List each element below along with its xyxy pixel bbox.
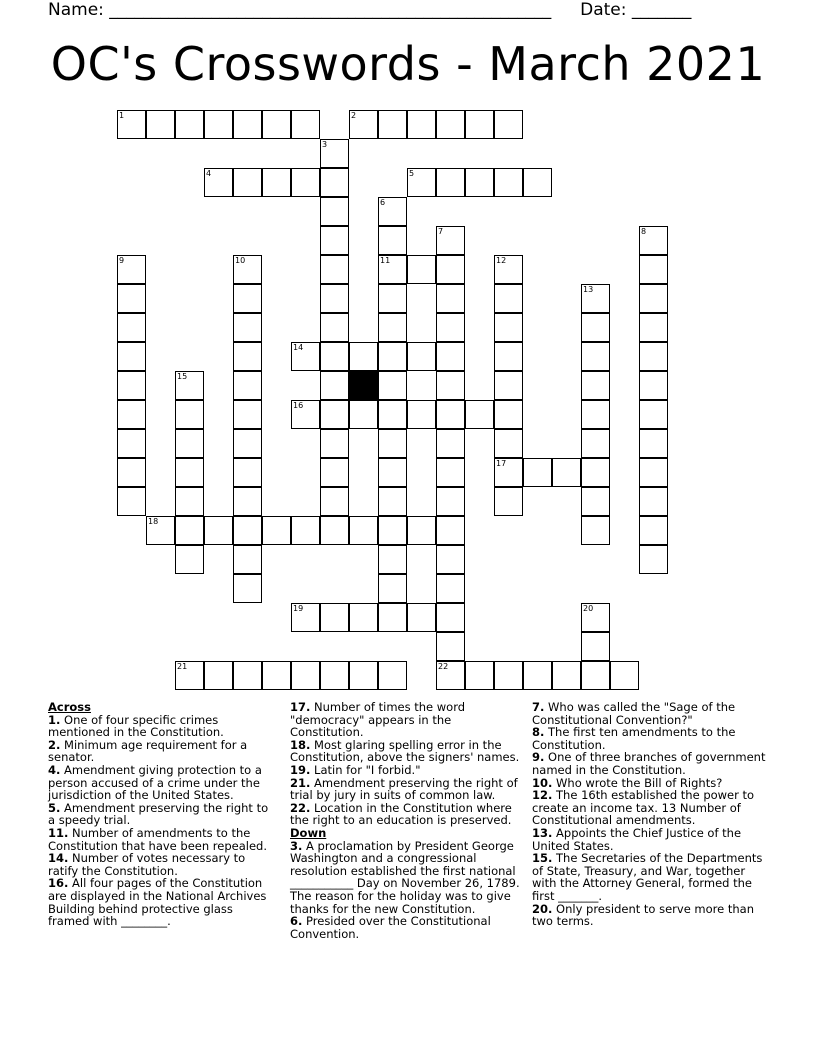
clue-item bbox=[290, 802, 526, 827]
grid-cell[interactable] bbox=[320, 197, 349, 226]
grid-cell[interactable] bbox=[117, 342, 146, 371]
clue-number: 7. bbox=[532, 700, 545, 714]
clue-number-label: 16 bbox=[293, 401, 304, 410]
grid-cell[interactable] bbox=[320, 400, 349, 429]
grid-cell[interactable] bbox=[320, 168, 349, 197]
grid-cell[interactable] bbox=[320, 603, 349, 632]
clue-text: The Secretaries of the Departments of State, Treasury, and War, together with the Attorney General, formed the first _______. bbox=[532, 851, 763, 903]
clue-text: The 16th established the power to create an income tax. 13 Number of Constitutional amendments. bbox=[532, 788, 755, 828]
grid-cell[interactable] bbox=[581, 458, 610, 487]
grid-cell[interactable] bbox=[204, 516, 233, 545]
grid-cell[interactable] bbox=[262, 168, 291, 197]
clue-item bbox=[532, 726, 766, 751]
clue-text: Number of times the word "democracy" appears in the Constitution. bbox=[290, 700, 466, 740]
grid-cell[interactable] bbox=[378, 429, 407, 458]
clue-text: Only president to serve more than two terms. bbox=[532, 901, 755, 929]
clue-number-label: 2 bbox=[351, 111, 357, 120]
name-label[interactable]: Name: ____________________________________________________ bbox=[48, 0, 552, 20]
grid-cell[interactable] bbox=[117, 458, 146, 487]
grid-cell[interactable] bbox=[639, 400, 668, 429]
clue-text: All four pages of the Constitution are displayed in the National Archives Building behind protective glass framed with ________. bbox=[48, 876, 267, 929]
grid-cell[interactable] bbox=[494, 342, 523, 371]
clue-number: 19. bbox=[290, 762, 311, 777]
grid-cell[interactable] bbox=[378, 110, 407, 139]
grid-cell[interactable] bbox=[552, 661, 581, 690]
grid-cell[interactable] bbox=[320, 516, 349, 545]
grid-cell[interactable] bbox=[117, 313, 146, 342]
grid-cell[interactable] bbox=[378, 313, 407, 342]
grid-cell[interactable] bbox=[581, 400, 610, 429]
grid-cell[interactable] bbox=[436, 603, 465, 632]
clue-number: 21. bbox=[290, 775, 311, 790]
clue-text: Minimum age requirement for a senator. bbox=[48, 737, 248, 765]
grid-cell[interactable] bbox=[117, 371, 146, 400]
grid-cell[interactable] bbox=[349, 516, 378, 545]
grid-cell[interactable] bbox=[175, 487, 204, 516]
grid-cell[interactable] bbox=[436, 632, 465, 661]
clue-item bbox=[48, 739, 270, 764]
clue-column-1 bbox=[48, 701, 270, 928]
grid-cell[interactable] bbox=[233, 313, 262, 342]
grid-cell[interactable] bbox=[581, 313, 610, 342]
clue-column-2 bbox=[290, 701, 526, 940]
grid-cell[interactable] bbox=[320, 284, 349, 313]
grid-cell[interactable] bbox=[378, 661, 407, 690]
grid-cell[interactable] bbox=[320, 429, 349, 458]
grid-cell[interactable] bbox=[204, 661, 233, 690]
clue-number-label: 11 bbox=[380, 256, 391, 265]
grid-cell[interactable] bbox=[378, 487, 407, 516]
clue-number-label: 19 bbox=[293, 604, 304, 613]
grid-cell[interactable] bbox=[436, 371, 465, 400]
grid-cell[interactable] bbox=[233, 371, 262, 400]
grid-cell[interactable] bbox=[233, 661, 262, 690]
grid-cell[interactable] bbox=[581, 487, 610, 516]
clue-number-label: 8 bbox=[641, 227, 647, 236]
grid-cell[interactable] bbox=[146, 110, 175, 139]
grid-cell[interactable] bbox=[436, 516, 465, 545]
grid-cell[interactable] bbox=[291, 110, 320, 139]
date-label[interactable]: Date: _______ bbox=[580, 0, 692, 20]
grid-cell[interactable] bbox=[639, 284, 668, 313]
grid-cell[interactable] bbox=[378, 371, 407, 400]
clue-text: One of three branches of government named in the Constitution. bbox=[532, 750, 766, 777]
grid-cell[interactable] bbox=[581, 661, 610, 690]
grid-cell[interactable] bbox=[494, 487, 523, 516]
grid-cell[interactable] bbox=[233, 458, 262, 487]
grid-cell[interactable] bbox=[349, 342, 378, 371]
clue-number-label: 1 bbox=[119, 111, 125, 120]
clue-number: 15. bbox=[532, 851, 553, 866]
clue-number-label: 17 bbox=[496, 459, 507, 468]
grid-cell[interactable] bbox=[117, 284, 146, 313]
grid-cell[interactable] bbox=[320, 342, 349, 371]
clue-item bbox=[290, 739, 526, 764]
clue-number-label: 10 bbox=[235, 256, 246, 265]
grid-cell[interactable] bbox=[320, 226, 349, 255]
grid-cell[interactable] bbox=[320, 255, 349, 284]
grid-cell[interactable] bbox=[175, 458, 204, 487]
grid-cell[interactable] bbox=[175, 516, 204, 545]
grid-cell[interactable] bbox=[233, 545, 262, 574]
grid-cell[interactable] bbox=[436, 284, 465, 313]
grid-cell[interactable] bbox=[436, 429, 465, 458]
clue-item bbox=[532, 751, 766, 776]
grid-cell[interactable] bbox=[436, 110, 465, 139]
grid-cell[interactable] bbox=[233, 429, 262, 458]
grid-cell[interactable] bbox=[175, 429, 204, 458]
grid-cell[interactable] bbox=[436, 574, 465, 603]
clue-item bbox=[48, 802, 270, 827]
grid-cell[interactable] bbox=[465, 168, 494, 197]
clue-item bbox=[532, 827, 766, 852]
clue-text: Amendment giving protection to a person accused of a crime under the jurisdiction of the United States. bbox=[48, 762, 262, 803]
clue-text: A proclamation by President George Washington and a congressional resolution established the first national ___________ Day on November 26, 1789. The reason for the holiday was to give thanks for the new Constitution. bbox=[290, 838, 520, 916]
clue-number: 8. bbox=[532, 725, 545, 740]
grid-cell[interactable] bbox=[378, 545, 407, 574]
grid-cell[interactable] bbox=[262, 110, 291, 139]
grid-cell[interactable] bbox=[349, 603, 378, 632]
grid-cell[interactable] bbox=[407, 603, 436, 632]
grid-cell[interactable] bbox=[349, 400, 378, 429]
grid-cell[interactable] bbox=[378, 458, 407, 487]
grid-cell[interactable] bbox=[407, 516, 436, 545]
grid-cell[interactable] bbox=[523, 661, 552, 690]
clue-number-label: 3 bbox=[322, 140, 328, 149]
clue-item bbox=[532, 903, 766, 928]
grid-cell[interactable] bbox=[639, 429, 668, 458]
grid-cell[interactable] bbox=[581, 371, 610, 400]
grid-cell[interactable] bbox=[523, 458, 552, 487]
grid-cell[interactable] bbox=[639, 371, 668, 400]
grid-cell[interactable] bbox=[436, 168, 465, 197]
grid-cell[interactable] bbox=[494, 313, 523, 342]
clue-number: 4. bbox=[48, 762, 61, 777]
clue-text: The first ten amendments to the Constitution. bbox=[532, 725, 736, 752]
grid-cell[interactable] bbox=[291, 168, 320, 197]
clue-number: 3. bbox=[290, 838, 303, 853]
grid-cell[interactable] bbox=[233, 168, 262, 197]
clue-number: 22. bbox=[290, 800, 311, 815]
grid-cell[interactable] bbox=[494, 400, 523, 429]
grid-cell[interactable] bbox=[349, 661, 378, 690]
grid-cell[interactable] bbox=[233, 110, 262, 139]
clue-number-label: 12 bbox=[496, 256, 507, 265]
grid-cell[interactable] bbox=[494, 168, 523, 197]
clue-number-label: 13 bbox=[583, 285, 594, 294]
clue-item bbox=[290, 777, 526, 802]
clue-item bbox=[532, 852, 766, 902]
grid-cell[interactable] bbox=[117, 487, 146, 516]
clue-number-label: 5 bbox=[409, 169, 415, 178]
clue-number-label: 22 bbox=[438, 662, 449, 671]
clue-number: 17. bbox=[290, 700, 311, 714]
grid-cell[interactable] bbox=[204, 110, 233, 139]
clue-number: 12. bbox=[532, 788, 553, 803]
clue-text: Location in the Constitution where the right to an education is preserved. bbox=[290, 800, 512, 828]
page-title: OC's Crosswords - March 2021 bbox=[50, 37, 766, 91]
clue-item bbox=[48, 827, 270, 852]
grid-cell[interactable] bbox=[407, 255, 436, 284]
grid-cell[interactable] bbox=[407, 400, 436, 429]
clue-number: 20. bbox=[532, 901, 553, 916]
clue-number: 16. bbox=[48, 876, 69, 891]
grid-cell[interactable] bbox=[523, 168, 552, 197]
clue-number: 5. bbox=[48, 800, 61, 815]
grid-cell[interactable] bbox=[465, 400, 494, 429]
clue-item bbox=[532, 789, 766, 827]
clue-number-label: 15 bbox=[177, 372, 188, 381]
grid-cell[interactable] bbox=[233, 400, 262, 429]
clue-number: 9. bbox=[532, 750, 545, 765]
grid-cell[interactable] bbox=[581, 429, 610, 458]
grid-cell[interactable] bbox=[233, 342, 262, 371]
grid-cell[interactable] bbox=[465, 661, 494, 690]
grid-cell[interactable] bbox=[436, 545, 465, 574]
grid-cell[interactable] bbox=[639, 313, 668, 342]
grid-cell[interactable] bbox=[320, 661, 349, 690]
grid-cell[interactable] bbox=[581, 632, 610, 661]
clue-item bbox=[48, 852, 270, 877]
grid-cell[interactable] bbox=[320, 487, 349, 516]
grid-cell[interactable] bbox=[639, 545, 668, 574]
grid-cell[interactable] bbox=[639, 342, 668, 371]
clue-item bbox=[48, 764, 270, 802]
clue-number: 2. bbox=[48, 737, 61, 752]
clue-number: 14. bbox=[48, 851, 69, 866]
grid-cell[interactable] bbox=[378, 226, 407, 255]
down-heading: Down bbox=[290, 825, 327, 840]
grid-cell[interactable] bbox=[436, 255, 465, 284]
black-cell bbox=[349, 371, 378, 400]
grid-cell[interactable] bbox=[639, 255, 668, 284]
clue-text: Amendment preserving the right of trial by jury in suits of common law. bbox=[290, 775, 518, 803]
grid-cell[interactable] bbox=[407, 342, 436, 371]
clue-text: Presided over the Constitutional Convention. bbox=[290, 914, 491, 941]
clue-text: Latin for "I forbid." bbox=[310, 762, 421, 777]
grid-cell[interactable] bbox=[436, 313, 465, 342]
grid-cell[interactable] bbox=[262, 661, 291, 690]
clue-number-label: 9 bbox=[119, 256, 125, 265]
grid-cell[interactable] bbox=[117, 400, 146, 429]
clue-item bbox=[48, 714, 270, 739]
grid-cell[interactable] bbox=[320, 313, 349, 342]
clue-text: One of four specific crimes mentioned in the Constitution. bbox=[48, 712, 224, 740]
grid-cell[interactable] bbox=[436, 342, 465, 371]
grid-cell[interactable] bbox=[262, 516, 291, 545]
grid-cell[interactable] bbox=[494, 429, 523, 458]
clue-number-label: 6 bbox=[380, 198, 386, 207]
clue-text: Appoints the Chief Justice of the United States. bbox=[532, 825, 742, 853]
grid-cell[interactable] bbox=[378, 574, 407, 603]
clue-item bbox=[48, 877, 270, 927]
grid-cell[interactable] bbox=[494, 371, 523, 400]
clue-number: 11. bbox=[48, 825, 69, 840]
grid-cell[interactable] bbox=[378, 400, 407, 429]
grid-cell[interactable] bbox=[175, 400, 204, 429]
grid-cell[interactable] bbox=[494, 284, 523, 313]
grid-cell[interactable] bbox=[291, 661, 320, 690]
grid-cell[interactable] bbox=[320, 458, 349, 487]
grid-cell[interactable] bbox=[436, 487, 465, 516]
grid-cell[interactable] bbox=[233, 516, 262, 545]
clue-number-label: 14 bbox=[293, 343, 304, 352]
clue-column-3 bbox=[532, 701, 766, 928]
grid-cell[interactable] bbox=[639, 458, 668, 487]
grid-cell[interactable] bbox=[233, 487, 262, 516]
clue-number: 1. bbox=[48, 712, 61, 727]
clue-number-label: 20 bbox=[583, 604, 594, 613]
grid-cell[interactable] bbox=[552, 458, 581, 487]
grid-cell[interactable] bbox=[639, 516, 668, 545]
grid-cell[interactable] bbox=[639, 487, 668, 516]
clue-text: Who wrote the Bill of Rights? bbox=[552, 775, 723, 790]
grid-cell[interactable] bbox=[378, 342, 407, 371]
clue-number: 6. bbox=[290, 914, 303, 929]
grid-cell[interactable] bbox=[465, 110, 494, 139]
clue-number-label: 7 bbox=[438, 227, 444, 236]
grid-cell[interactable] bbox=[494, 110, 523, 139]
grid-cell[interactable] bbox=[378, 516, 407, 545]
clue-item bbox=[532, 701, 766, 726]
grid-cell[interactable] bbox=[436, 458, 465, 487]
clue-text: Amendment preserving the right to a speedy trial. bbox=[48, 800, 269, 828]
clue-number: 18. bbox=[290, 737, 311, 752]
grid-cell[interactable] bbox=[378, 603, 407, 632]
clue-number: 10. bbox=[532, 775, 553, 790]
grid-cell[interactable] bbox=[233, 574, 262, 603]
clue-number-label: 18 bbox=[148, 517, 159, 526]
grid-cell[interactable] bbox=[233, 284, 262, 313]
clue-text: Who was called the "Sage of the Constitutional Convention?" bbox=[532, 700, 736, 727]
clue-text: Number of amendments to the Constitution that have been repealed. bbox=[48, 825, 268, 853]
clue-item bbox=[290, 915, 526, 940]
grid-cell[interactable] bbox=[610, 661, 639, 690]
clue-number: 13. bbox=[532, 825, 553, 840]
clue-item bbox=[290, 701, 526, 739]
grid-cell[interactable] bbox=[407, 110, 436, 139]
clue-number-label: 4 bbox=[206, 169, 212, 178]
grid-cell[interactable] bbox=[581, 342, 610, 371]
across-heading: Across bbox=[48, 700, 91, 714]
clue-number-label: 21 bbox=[177, 662, 188, 671]
grid-cell[interactable] bbox=[320, 371, 349, 400]
grid-cell[interactable] bbox=[175, 110, 204, 139]
grid-cell[interactable] bbox=[494, 661, 523, 690]
clue-text: Most glaring spelling error in the Constitution, above the signers' names. bbox=[290, 737, 520, 765]
grid-cell[interactable] bbox=[175, 545, 204, 574]
grid-cell[interactable] bbox=[436, 400, 465, 429]
grid-cell[interactable] bbox=[378, 284, 407, 313]
grid-cell[interactable] bbox=[291, 516, 320, 545]
clue-item bbox=[290, 840, 526, 916]
grid-cell[interactable] bbox=[117, 429, 146, 458]
clue-text: Number of votes necessary to ratify the Constitution. bbox=[48, 851, 246, 878]
grid-cell[interactable] bbox=[581, 516, 610, 545]
